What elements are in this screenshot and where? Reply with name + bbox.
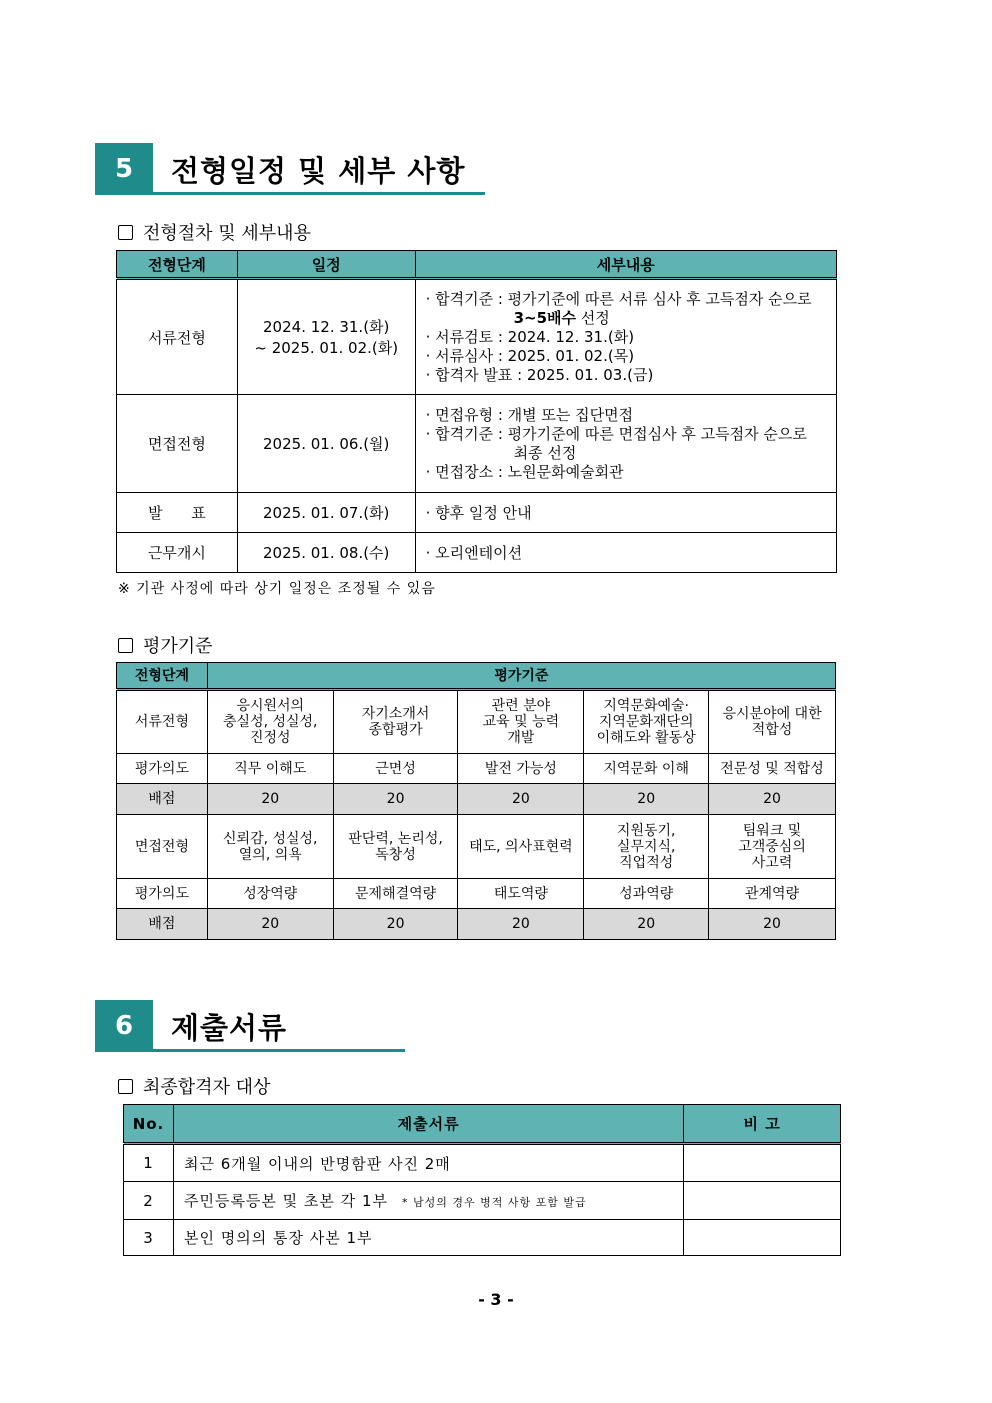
intent-cell: 전문성 및 적합성: [709, 754, 836, 784]
intent-cell: 발전 가능성: [458, 754, 584, 784]
column-header: 전형단계: [117, 663, 208, 690]
table-row: [124, 1220, 841, 1256]
column-header: 평가기준: [207, 663, 835, 690]
date-cell: 2025. 01. 06.(월): [237, 395, 415, 493]
score-cell: 20: [584, 909, 709, 940]
criteria-cell: 자기소개서 종합평가: [333, 690, 458, 754]
checkbox-square-icon: [118, 638, 133, 653]
page-number: - 3 -: [478, 1290, 514, 1309]
intent-cell: 관계역량: [709, 879, 836, 909]
intent-cell: 직무 이해도: [207, 754, 333, 784]
row-number: 2: [124, 1182, 174, 1220]
stage-cell: 면접전형: [117, 395, 238, 493]
criteria-cell: 응시원서의 충실성, 성실성, 진정성: [207, 690, 333, 754]
table-row: [117, 909, 836, 940]
table-row: [117, 395, 837, 493]
column-header: 일정: [237, 251, 415, 279]
score-label: 배점: [117, 909, 208, 940]
table-row: [117, 493, 837, 533]
intent-cell: 근면성: [333, 754, 458, 784]
column-header: 비 고: [684, 1105, 841, 1144]
checkbox-square-icon: [118, 225, 133, 240]
stage-cell: 근무개시: [117, 533, 238, 573]
section-number: 6: [95, 1000, 153, 1052]
details-cell: · 면접유형 : 개별 또는 집단면접 · 합격기준 : 평가기준에 따른 면접심사 후 고득점자 순으로 최종 선정 · 면접장소 : 노원문화예술회관: [415, 395, 836, 493]
section-underline: [153, 192, 485, 195]
remark-cell: [684, 1144, 841, 1182]
score-cell: 20: [458, 909, 584, 940]
table-row: [117, 690, 836, 754]
documents-table: [123, 1104, 841, 1256]
subsection-heading: 전형절차 및 세부내용: [118, 219, 311, 245]
column-header: 전형단계: [117, 251, 238, 279]
date-cell: 2024. 12. 31.(화) ~ 2025. 01. 02.(화): [237, 279, 415, 395]
stage-cell: 서류전형: [117, 690, 208, 754]
score-cell: 20: [207, 784, 333, 815]
table-row: [124, 1144, 841, 1182]
intent-cell: 성과역량: [584, 879, 709, 909]
document-cell: 본인 명의의 통장 사본 1부: [173, 1220, 683, 1256]
score-cell: 20: [584, 784, 709, 815]
details-cell: · 합격기준 : 평가기준에 따른 서류 심사 후 고득점자 순으로 3~5배수 선정 · 서류검토 : 2024. 12. 31.(화) · 서류심사 : 2025. 01. 02.(목) · 합격자 발표 : 2025. 01. 03.(금): [415, 279, 836, 395]
section-number: 5: [95, 143, 153, 195]
column-header: 세부내용: [415, 251, 836, 279]
table-row: [117, 533, 837, 573]
table-row: [124, 1182, 841, 1220]
score-cell: 20: [333, 784, 458, 815]
subsection-heading: 평가기준: [118, 632, 213, 658]
score-cell: 20: [709, 909, 836, 940]
table-row: [117, 279, 837, 395]
criteria-cell: 지역문화예술· 지역문화재단의 이해도와 활동상: [584, 690, 709, 754]
score-cell: 20: [709, 784, 836, 815]
section-6-header: [95, 1000, 410, 1052]
schedule-note: ※ 기관 사정에 따라 상기 일정은 조정될 수 있음: [118, 581, 436, 597]
section-underline: [153, 1049, 405, 1052]
score-cell: 20: [333, 909, 458, 940]
intent-cell: 태도역량: [458, 879, 584, 909]
date-cell: 2025. 01. 07.(화): [237, 493, 415, 533]
row-number: 1: [124, 1144, 174, 1182]
criteria-cell: 관련 분야 교육 및 능력 개발: [458, 690, 584, 754]
section-5-header: [95, 143, 485, 195]
schedule-table: [116, 250, 837, 573]
score-label: 배점: [117, 784, 208, 815]
stage-cell: 서류전형: [117, 279, 238, 395]
checkbox-square-icon: [118, 1079, 133, 1094]
criteria-cell: 신뢰감, 성실성, 열의, 의욕: [207, 815, 333, 879]
date-cell: 2025. 01. 08.(수): [237, 533, 415, 573]
criteria-cell: 판단력, 논리성, 독창성: [333, 815, 458, 879]
score-cell: 20: [207, 909, 333, 940]
evaluation-table: [116, 662, 836, 940]
subsection-heading: 최종합격자 대상: [118, 1073, 270, 1099]
criteria-cell: 팀워크 및 고객중심의 사고력: [709, 815, 836, 879]
intent-cell: 성장역량: [207, 879, 333, 909]
intent-label: 평가의도: [117, 879, 208, 909]
document-cell: 최근 6개월 이내의 반명함판 사진 2매: [173, 1144, 683, 1182]
stage-cell: 면접전형: [117, 815, 208, 879]
document-note: * 남성의 경우 병적 사항 포함 발급: [401, 1196, 587, 1209]
score-cell: 20: [458, 784, 584, 815]
table-row: [117, 879, 836, 909]
criteria-cell: 태도, 의사표현력: [458, 815, 584, 879]
table-row: [117, 784, 836, 815]
column-header: No.: [124, 1105, 174, 1144]
criteria-cell: 지원동기, 실무지식, 직업적성: [584, 815, 709, 879]
column-header: 제출서류: [173, 1105, 683, 1144]
details-cell: · 향후 일정 안내: [415, 493, 836, 533]
section-title: 제출서류: [171, 1011, 288, 1045]
table-row: [117, 754, 836, 784]
remark-cell: [684, 1182, 841, 1220]
row-number: 3: [124, 1220, 174, 1256]
details-cell: · 오리엔테이션: [415, 533, 836, 573]
intent-label: 평가의도: [117, 754, 208, 784]
table-row: [117, 815, 836, 879]
stage-cell: 발 표: [117, 493, 238, 533]
section-title: 전형일정 및 세부 사항: [171, 154, 466, 188]
remark-cell: [684, 1220, 841, 1256]
document-cell: 주민등록등본 및 초본 각 1부 * 남성의 경우 병적 사항 포함 발급: [173, 1182, 683, 1220]
intent-cell: 문제해결역량: [333, 879, 458, 909]
criteria-cell: 응시분야에 대한 적합성: [709, 690, 836, 754]
intent-cell: 지역문화 이해: [584, 754, 709, 784]
